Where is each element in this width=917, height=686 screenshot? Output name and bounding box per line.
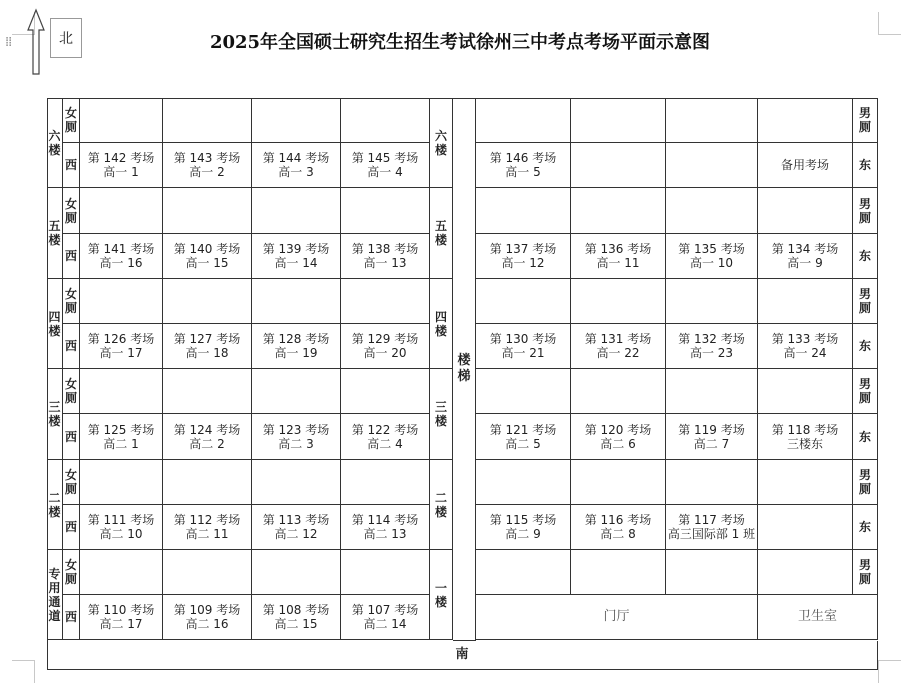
exam-room-cell (666, 414, 758, 460)
cell-text: 高一 2 (189, 165, 225, 179)
empty-room-cell (341, 188, 430, 234)
west-label (63, 505, 80, 550)
cell-text: 楼 (434, 504, 447, 519)
exam-room-cell (571, 505, 666, 550)
empty-room-cell (341, 460, 430, 505)
cell-text: 高一 22 (596, 346, 640, 360)
exam-room-cell (341, 143, 430, 188)
cell-text: 东 (858, 158, 871, 172)
empty-room-cell (252, 188, 341, 234)
cell-text: 男 (858, 196, 871, 211)
empty-room-cell (571, 369, 666, 414)
south-label (47, 641, 878, 670)
floor-label-left (47, 460, 63, 550)
cell-text: 高一 5 (505, 165, 541, 179)
cell-text: 厕 (64, 301, 77, 315)
cell-text: 女 (64, 106, 77, 120)
cell-text: 西 (64, 158, 77, 172)
exam-room-cell (252, 143, 341, 188)
cell-text: 第 128 考场 (262, 332, 330, 346)
exam-room-cell (80, 234, 163, 279)
cell-text: 南 (455, 647, 469, 662)
west-label (63, 414, 80, 460)
cell-text: 高二 12 (274, 527, 318, 541)
cell-text: 第 131 考场 (584, 332, 652, 346)
exam-room-cell (252, 324, 341, 369)
exam-room-cell (476, 414, 571, 460)
exam-room-cell (341, 414, 430, 460)
cell-text: 五 (434, 219, 447, 233)
cell-text: 楼 (457, 353, 471, 368)
cell-text: 高二 1 (103, 436, 139, 451)
cell-text: 高一 11 (596, 256, 640, 270)
cell-text: 高一 24 (783, 346, 827, 360)
empty-room-cell (666, 188, 758, 234)
exam-room-cell (666, 234, 758, 279)
empty-room-cell (252, 98, 341, 143)
east-label (853, 414, 878, 460)
floor-label-middle (430, 550, 453, 640)
empty-room-cell (758, 98, 853, 143)
empty-room-cell (80, 369, 163, 414)
cell-text: 东 (858, 249, 871, 263)
cell-text: 第 112 考场 (173, 513, 241, 527)
empty-room-cell (80, 550, 163, 595)
east-label (853, 234, 878, 279)
cell-text: 高二 9 (505, 527, 541, 541)
cell-text: 楼 (434, 142, 447, 157)
east-label (853, 324, 878, 369)
cell-text: 四 (48, 309, 61, 324)
male-toilet-label (853, 279, 878, 324)
cell-text: 高一 10 (689, 256, 734, 270)
empty-room-cell (758, 505, 853, 550)
cell-text: 第 109 考场 (173, 603, 241, 617)
cell-text: 高一 17 (99, 346, 143, 360)
empty-room-cell (758, 550, 853, 595)
cell-text: 楼 (48, 414, 61, 428)
floor-label-middle (430, 279, 453, 369)
cell-text: 高二 10 (99, 527, 143, 541)
west-label (63, 324, 80, 369)
empty-room-cell (163, 460, 252, 505)
cell-text: 高二 8 (600, 527, 636, 541)
cell-text: 第 118 考场 (771, 422, 839, 437)
cell-text: 第 126 考场 (87, 332, 155, 346)
cell-text: 厕 (64, 120, 77, 134)
cell-text: 第 145 考场 (351, 151, 419, 165)
exam-room-cell (666, 324, 758, 369)
exam-room-cell (252, 595, 341, 640)
cell-text: 第 139 考场 (262, 242, 330, 256)
empty-room-cell (252, 550, 341, 595)
cell-text: 男 (858, 377, 871, 391)
cell-text: 第 133 考场 (771, 332, 839, 346)
empty-room-cell (571, 188, 666, 234)
cell-text: 高二 5 (505, 436, 541, 451)
cell-text: 女 (64, 287, 77, 301)
empty-room-cell (80, 460, 163, 505)
cell-text: 厕 (858, 120, 871, 134)
exam-room-cell (341, 234, 430, 279)
empty-room-cell (341, 550, 430, 595)
cell-text: 第 141 考场 (87, 242, 155, 256)
empty-room-cell (476, 188, 571, 234)
west-label (63, 234, 80, 279)
male-toilet-label (853, 460, 878, 505)
cell-text: 男 (858, 287, 871, 301)
female-toilet-label (63, 460, 80, 505)
empty-room-cell (476, 279, 571, 324)
floor-label-middle (430, 460, 453, 550)
cell-text: 高三国际部 1 班 (667, 527, 756, 541)
cell-text: 西 (64, 249, 77, 263)
male-toilet-label (853, 188, 878, 234)
cell-text: 楼 (48, 233, 61, 247)
exam-room-cell (80, 324, 163, 369)
empty-room-cell (476, 98, 571, 143)
exam-room-cell (758, 143, 853, 188)
empty-room-cell (252, 460, 341, 505)
cell-text: 东 (858, 520, 871, 534)
cell-text: 高一 19 (274, 346, 318, 360)
cell-text: 高二 14 (363, 617, 407, 631)
cell-text: 第 130 考场 (489, 332, 557, 346)
cell-text: 第 114 考场 (351, 513, 419, 527)
cell-text: 厕 (858, 572, 871, 586)
exam-room-cell (252, 234, 341, 279)
cell-text: 第 142 考场 (87, 151, 155, 165)
empty-room-cell (666, 98, 758, 143)
cell-text: 高二 16 (185, 617, 229, 631)
cell-text: 道 (48, 608, 61, 623)
exam-room-cell (341, 595, 430, 640)
exam-room-cell (341, 505, 430, 550)
empty-room-cell (80, 279, 163, 324)
empty-room-cell (666, 369, 758, 414)
cell-text: 三 (48, 400, 61, 414)
cell-text: 三 (434, 400, 447, 414)
cell-text: 第 129 考场 (351, 332, 419, 346)
cell-text: 备用考场 (780, 158, 829, 172)
cell-text: 第 119 考场 (678, 422, 745, 437)
exam-room-cell (163, 143, 252, 188)
floor-label-left (47, 188, 63, 279)
exam-room-cell (163, 595, 252, 640)
floor-label-left (47, 98, 63, 188)
west-label (63, 143, 80, 188)
empty-room-cell (163, 369, 252, 414)
empty-room-cell (758, 369, 853, 414)
cell-text: 第 120 考场 (584, 422, 652, 437)
drag-handle-icon[interactable]: ⁞⁞ (5, 35, 12, 50)
west-label (63, 595, 80, 640)
cell-text: 高二 6 (600, 436, 636, 451)
cell-text: 梯 (457, 369, 471, 384)
floor-label-left (47, 550, 63, 640)
cell-text: 楼 (48, 323, 61, 338)
cell-text: 高一 4 (367, 165, 403, 179)
cell-text: 高一 23 (689, 346, 734, 360)
cell-text: 男 (858, 106, 871, 120)
cell-text: 高二 4 (367, 436, 403, 451)
cell-text: 女 (64, 468, 77, 482)
female-toilet-label (63, 369, 80, 414)
cell-text: 厕 (858, 301, 871, 315)
cell-text: 西 (64, 429, 77, 444)
empty-room-cell (163, 279, 252, 324)
male-toilet-label (853, 550, 878, 595)
empty-room-cell (476, 460, 571, 505)
floor-label-left (47, 279, 63, 369)
lobby-label (476, 595, 758, 640)
cell-text: 高二 3 (278, 436, 314, 451)
cell-text: 楼 (48, 504, 61, 519)
cell-text: 第 116 考场 (584, 513, 652, 527)
empty-room-cell (252, 369, 341, 414)
floor-label-left (47, 369, 63, 460)
empty-room-cell (341, 279, 430, 324)
north-label: 北 (50, 18, 82, 58)
empty-room-cell (666, 550, 758, 595)
cell-text: 二 (48, 490, 61, 505)
exam-room-cell (571, 414, 666, 460)
female-toilet-label (63, 279, 80, 324)
cell-text: 第 122 考场 (351, 422, 419, 437)
cell-text: 高一 21 (501, 346, 545, 360)
empty-room-cell (571, 143, 666, 188)
cell-text: 高一 14 (274, 256, 318, 270)
empty-room-cell (341, 98, 430, 143)
empty-room-cell (163, 188, 252, 234)
exam-room-cell (80, 595, 163, 640)
cell-text: 男 (858, 558, 871, 572)
cell-text: 东 (858, 429, 871, 444)
cell-text: 二 (434, 490, 447, 505)
cell-text: 第 146 考场 (489, 151, 557, 165)
exam-room-cell (476, 505, 571, 550)
cell-text: 楼 (434, 323, 447, 338)
female-toilet-label (63, 550, 80, 595)
cell-text: 高一 1 (103, 165, 139, 179)
floor-label-middle (430, 98, 453, 188)
cell-text: 厕 (858, 482, 871, 496)
cell-text: 高一 18 (185, 346, 229, 360)
cell-text: 厕 (64, 391, 77, 405)
empty-room-cell (758, 460, 853, 505)
cell-text: 第 134 考场 (771, 242, 839, 256)
cell-text: 厕 (64, 210, 77, 225)
empty-room-cell (666, 143, 758, 188)
restroom-label (758, 595, 878, 640)
cell-text: 第 135 考场 (678, 242, 745, 256)
exam-room-cell (476, 324, 571, 369)
empty-room-cell (341, 369, 430, 414)
cell-text: 第 121 考场 (489, 422, 557, 437)
empty-room-cell (163, 98, 252, 143)
cell-text: 第 110 考场 (87, 603, 155, 617)
east-label (853, 143, 878, 188)
cell-text: 高二 13 (363, 527, 407, 541)
cell-text: 男 (858, 468, 871, 482)
exam-room-cell (163, 234, 252, 279)
exam-room-cell (80, 505, 163, 550)
exam-room-cell (758, 414, 853, 460)
exam-room-cell (758, 234, 853, 279)
cell-text: 女 (64, 558, 77, 572)
exam-room-cell (80, 143, 163, 188)
exam-room-cell (571, 324, 666, 369)
floor-label-middle (430, 369, 453, 460)
female-toilet-label (63, 188, 80, 234)
cell-text: 厕 (64, 482, 77, 496)
empty-room-cell (571, 279, 666, 324)
cell-text: 一 (434, 580, 447, 595)
cell-text: 高二 17 (99, 617, 143, 631)
empty-room-cell (758, 279, 853, 324)
cell-text: 六 (48, 128, 61, 143)
cell-text: 四 (434, 309, 447, 324)
cell-text: 第 107 考场 (351, 603, 419, 617)
cell-text: 西 (64, 610, 77, 624)
cell-text: 五 (48, 219, 61, 233)
empty-room-cell (666, 279, 758, 324)
cell-text: 第 136 考场 (584, 242, 652, 256)
cell-text: 厕 (64, 572, 77, 586)
cell-text: 高一 12 (501, 256, 545, 270)
cell-text: 三楼东 (786, 436, 823, 451)
empty-room-cell (571, 550, 666, 595)
cell-text: 西 (64, 339, 77, 353)
cell-text: 高二 11 (185, 527, 229, 541)
exam-room-cell (163, 414, 252, 460)
exam-room-cell (163, 505, 252, 550)
cell-text: 第 124 考场 (173, 422, 241, 437)
cell-text: 西 (64, 520, 77, 534)
cell-text: 高一 3 (278, 165, 314, 179)
empty-room-cell (666, 460, 758, 505)
cell-text: 高一 13 (363, 256, 407, 270)
cell-text: 楼 (434, 594, 447, 609)
exam-room-cell (252, 505, 341, 550)
male-toilet-label (853, 369, 878, 414)
cell-text: 第 115 考场 (489, 513, 557, 527)
cell-text: 第 125 考场 (87, 422, 155, 437)
cell-text: 东 (858, 339, 871, 353)
stairs-label (453, 98, 476, 641)
cell-text: 第 140 考场 (173, 242, 241, 256)
cell-text: 专 (48, 566, 61, 581)
cell-text: 厕 (858, 391, 871, 405)
cell-text: 第 137 考场 (489, 242, 557, 256)
floor-label-middle (430, 188, 453, 279)
cell-text: 高二 2 (189, 436, 225, 451)
cell-text: 第 108 考场 (262, 603, 330, 617)
cell-text: 楼 (48, 142, 61, 157)
cell-text: 第 127 考场 (173, 332, 241, 346)
cell-text: 高二 15 (274, 617, 318, 631)
empty-room-cell (571, 98, 666, 143)
cell-text: 门厅 (603, 609, 630, 624)
cell-text: 高一 20 (363, 346, 407, 360)
empty-room-cell (163, 550, 252, 595)
cell-text: 卫生室 (797, 609, 837, 624)
male-toilet-label (853, 98, 878, 143)
empty-room-cell (476, 550, 571, 595)
cell-text: 厕 (858, 210, 871, 225)
exam-room-cell (163, 324, 252, 369)
page-title: 2025年全国硕士研究生招生考试徐州三中考点考场平面示意图 (209, 32, 711, 53)
cell-text: 第 113 考场 (262, 513, 330, 527)
cell-text: 第 144 考场 (262, 151, 330, 165)
cell-text: 第 138 考场 (351, 242, 419, 256)
cell-text: 楼 (434, 233, 447, 247)
exam-room-cell (476, 143, 571, 188)
cell-text: 高一 15 (185, 256, 229, 270)
cell-text: 楼 (434, 414, 447, 428)
empty-room-cell (80, 98, 163, 143)
cell-text: 高一 9 (787, 256, 823, 270)
cell-text: 高一 16 (99, 256, 143, 270)
cell-text: 女 (64, 196, 77, 211)
cell-text: 高二 7 (693, 436, 730, 451)
east-label (853, 505, 878, 550)
empty-room-cell (476, 369, 571, 414)
empty-room-cell (80, 188, 163, 234)
empty-room-cell (571, 460, 666, 505)
cell-text: 六 (434, 128, 447, 143)
exam-room-cell (758, 324, 853, 369)
exam-room-cell (341, 324, 430, 369)
cell-text: 第 143 考场 (173, 151, 241, 165)
cell-text: 第 123 考场 (262, 422, 330, 437)
cell-text: 第 117 考场 (678, 513, 745, 527)
exam-room-cell (252, 414, 341, 460)
exam-room-cell (80, 414, 163, 460)
exam-room-cell (666, 505, 758, 550)
empty-room-cell (758, 188, 853, 234)
female-toilet-label (63, 98, 80, 143)
cell-text: 通 (48, 594, 61, 609)
empty-room-cell (252, 279, 341, 324)
exam-room-cell (476, 234, 571, 279)
exam-room-cell (571, 234, 666, 279)
cell-text: 第 111 考场 (87, 513, 155, 527)
cell-text: 女 (64, 377, 77, 391)
cell-text: 第 132 考场 (678, 332, 745, 346)
cell-text: 用 (48, 580, 61, 595)
